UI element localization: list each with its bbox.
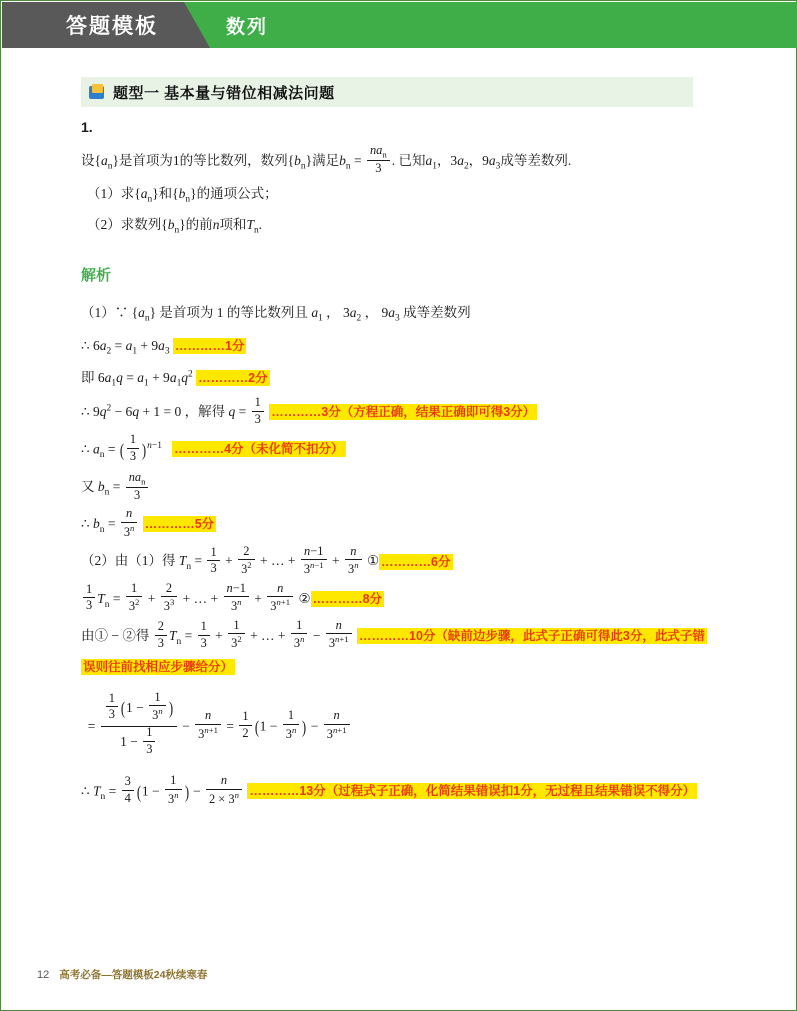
- section-title: 题型一 基本量与错位相减法问题: [113, 84, 335, 102]
- analysis-line-10: 由① − ②得 $\frac{2}{3}$ $T_n$ = $\frac{1}{3}$ + $\frac{1}{3^2}$ + … + $\frac{1}{3^n}$ − $\frac{n}{3^{n+1}}$ …………10分（缺前边步骤，此式子正确可得此3分，此式子错误则往前找相应步骤给分）: [81, 617, 705, 674]
- analysis-line-8: （2）由（1）得 $T_n$ = $\frac{1}{3}$ + $\frac{2}{3^2}$ + … + $\frac{n-1}{3^{n-1}}$ + $\frac{n}{3^n}$ ① …………6分: [81, 543, 451, 577]
- banner-left-label: 答题模板: [2, 2, 184, 48]
- analysis-line-12: ∴ $T_n$ = $\frac{3}{4}$ (1 − $\frac{1}{3^n}$ ) − $\frac{n}{2 \times 3^n}$ …………13分（过程式子正确，化简结果错误扣1分，无过程且结果错误不得分）: [81, 773, 696, 806]
- analysis-title: 解析: [81, 267, 112, 285]
- question-sub-1: （1）求$\{a_n\}$和$\{b_n\}$的通项公式；: [87, 185, 278, 205]
- analysis-line-9: $\frac{1}{3}$ $T_n$ = $\frac{1}{3^2}$ + $\frac{2}{3^3}$ + … + $\frac{n-1}{3^n}$ + $\frac{n}{3^{n+1}}$ ② …………8分: [81, 583, 706, 617]
- question-stem: 设$\{a_n\}$是首项为1的等比数列，数列$\{b_n\}$满足$b_n$ = $\frac{na_n}{3}$ . 已知$a_1$，$3a_2$，$9a_3$成等差数列.: [81, 143, 572, 176]
- analysis-line-11: = $\frac{1}{3}$ (1 − $\frac{1}{3^n}$ ) 1 − $\frac{1}{3}$ − $\frac{n}{3^{n+1}}$ = $\frac{1}{2}$ (1 − $\frac{1}{3^n}$ ) − $\frac{n}{3^{n+1}}$: [81, 694, 706, 761]
- mark-13: …………13分（过程式子正确，化简结果错误扣1分，无过程且结果错误不得分）: [249, 784, 696, 799]
- mark-8: …………8分: [312, 591, 383, 606]
- analysis-line-3: 即 $6a_1q = a_1 + 9a_1q^2$ …………2分: [81, 369, 268, 390]
- question-number: 1.: [81, 119, 93, 135]
- banner-right-label: 数列: [226, 16, 269, 38]
- analysis-line-7: ∴ $b_n$ = $\frac{n}{3^n}$ …………5分: [81, 506, 215, 540]
- mark-5: …………5分: [144, 517, 215, 532]
- page-number: 12: [37, 969, 50, 981]
- banner-slant-divider: [184, 2, 210, 48]
- mark-1: …………1分: [175, 338, 245, 353]
- mark-10: …………10分（缺前边步骤，此式子正确可得此3分，此式子错误则往前找相应步骤给分）: [83, 628, 705, 674]
- mark-3: …………3分（方程正确，结果正确即可得3分）: [271, 405, 536, 420]
- analysis-line-1: （1）∵ $\{a_n\}$ 是首项为 1 的等比数列且 $a_1$ ， $3a_2$ ， $9a_3$ 成等差数列: [81, 305, 471, 324]
- question-sub-2: （2）求数列$\{b_n\}$的前n项和$T_n$.: [87, 216, 263, 236]
- header-banner: [2, 2, 797, 48]
- analysis-line-4: ∴ $9q^2 - 6q + 1 = 0$ ，解得 q = $\frac{1}{3}$ …………3分（方程正确，结果正确即可得3分）: [81, 395, 536, 426]
- question-content: [81, 119, 706, 813]
- book-icon: [89, 84, 106, 101]
- mark-6: …………6分: [381, 554, 451, 569]
- page-footer: [37, 967, 207, 982]
- mark-4: …………4分（未化简不扣分）: [174, 442, 344, 457]
- analysis-line-2: ∴ $6a_2 = a_1 + 9a_3$ …………1分: [81, 337, 245, 357]
- analysis-line-5: ∴ $a_n$ = ( $\frac{1}{3}$ )$^{n-1}$ …………4分（未化简不扣分）: [81, 432, 344, 463]
- footer-label: 高考必备—答题模板24秋续寒春: [59, 969, 208, 981]
- analysis-line-6: 又 $b_n$ = $\frac{na_n}{3}$: [81, 471, 706, 505]
- section-title-bar: [81, 77, 693, 107]
- mark-2: …………2分: [198, 371, 268, 386]
